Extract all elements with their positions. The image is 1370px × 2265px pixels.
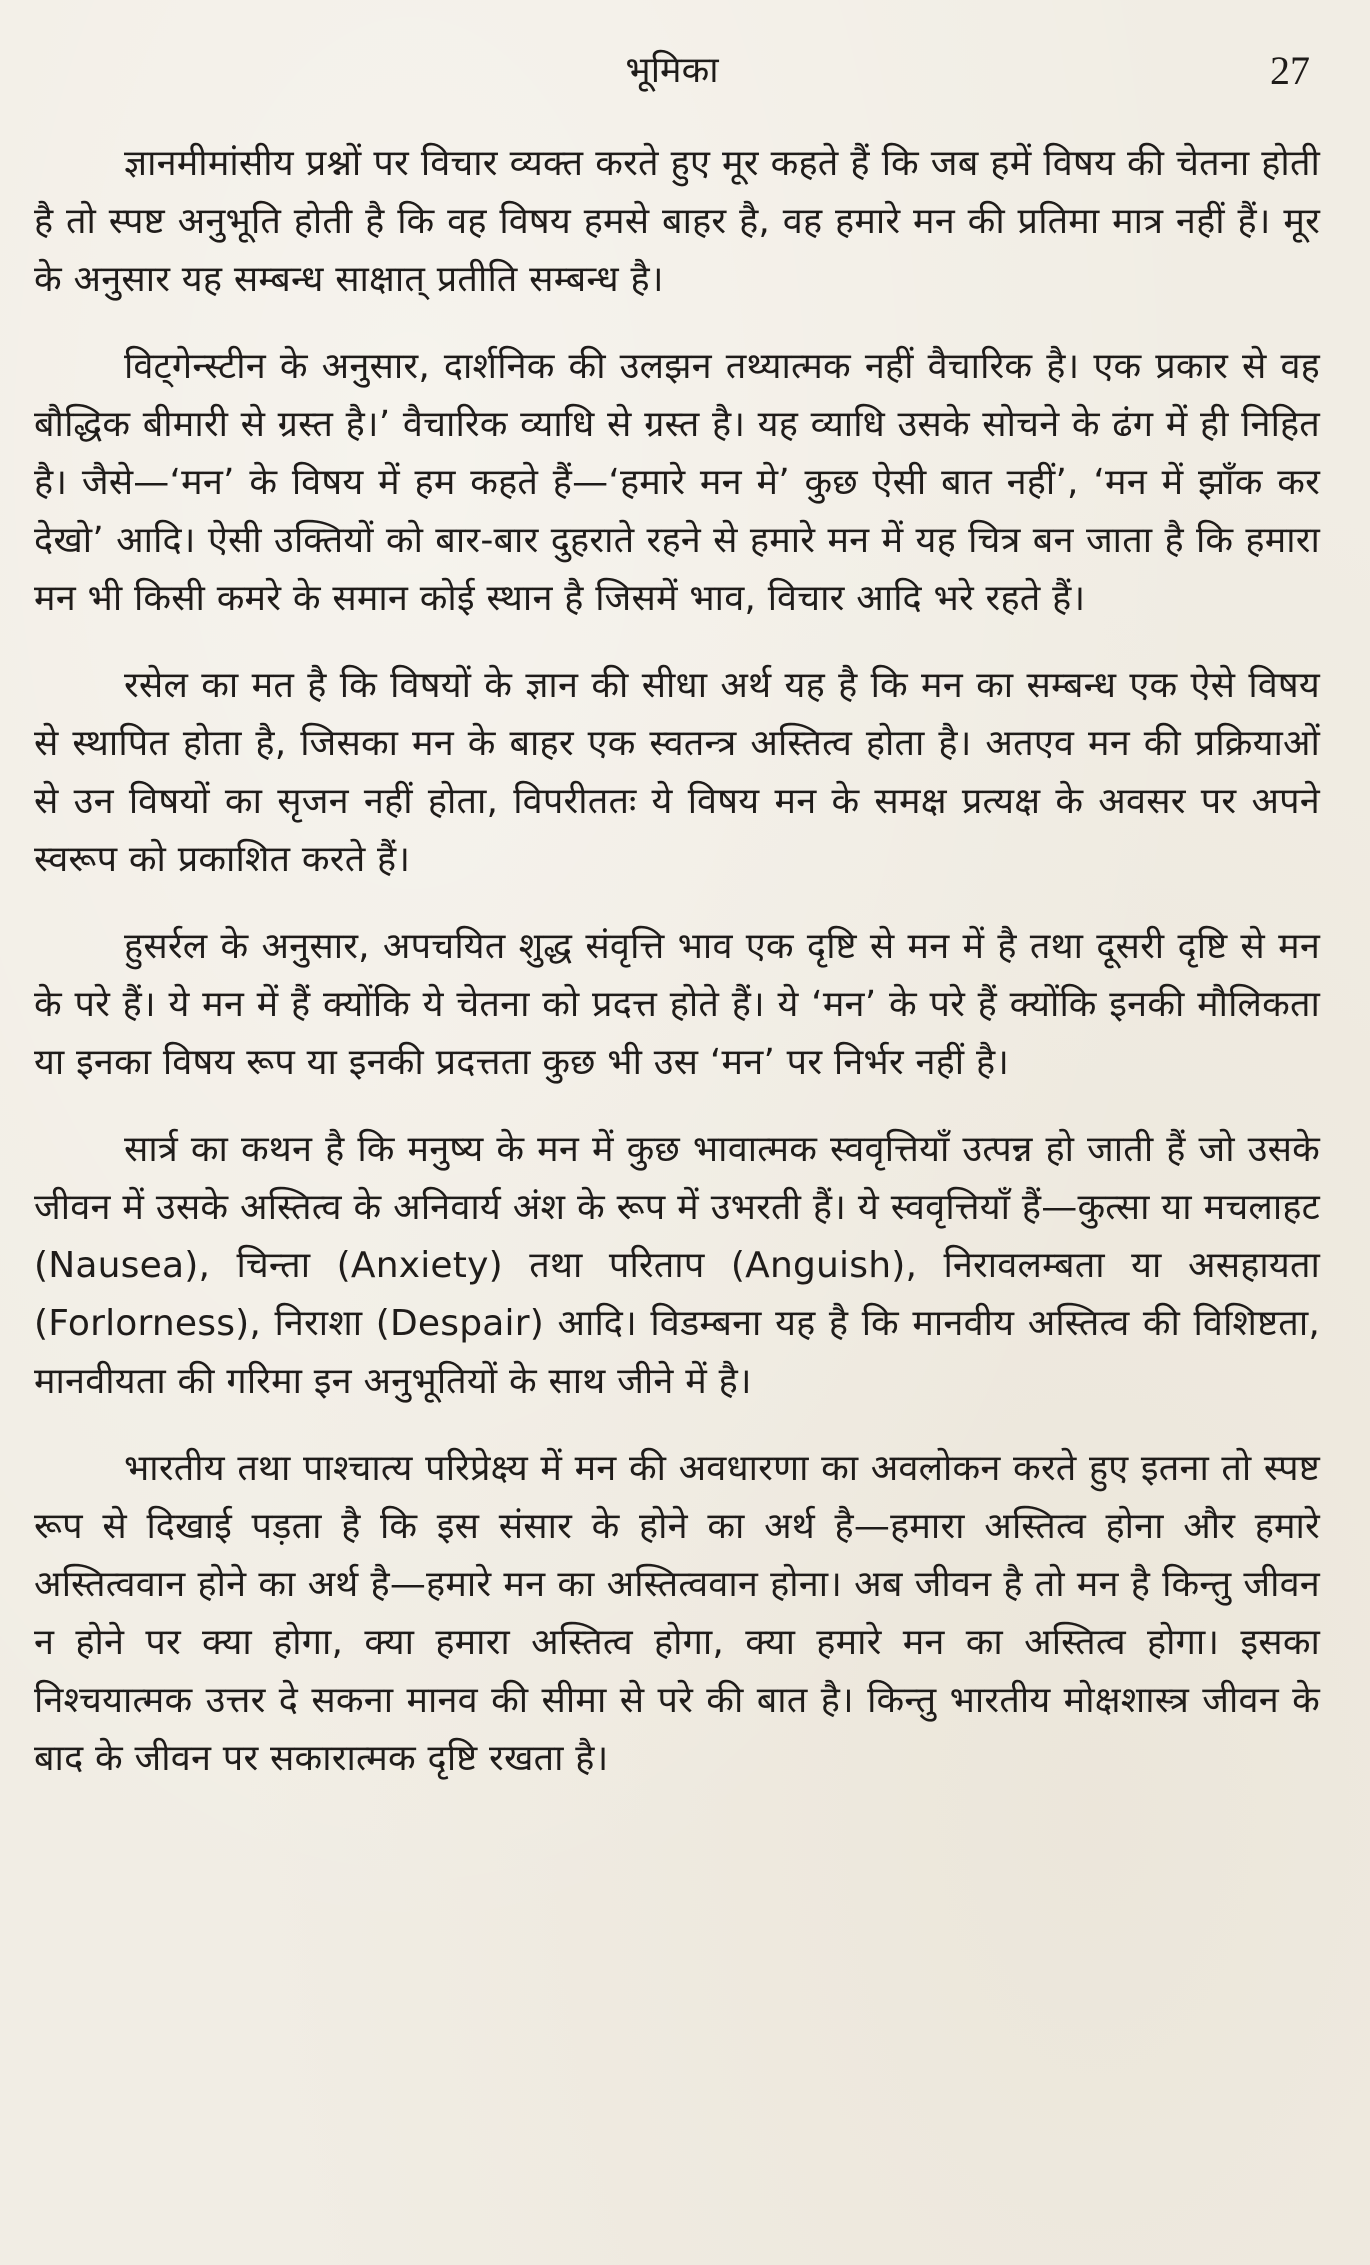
- paragraph-sartre: सार्त्र का कथन है कि मनुष्य के मन में कुछ भावात्मक स्ववृत्तियाँ उत्पन्न हो जाती हैं जो उसके जीवन में उसके अस्तित्व के अनिवार्य अंश के रूप में उभरती हैं। ये स्ववृत्तियाँ हैं—कुत्सा या मचलाहट (Nausea), चिन्ता (Anxiety) तथा परिताप (Anguish), निरावलम्बता या असहायता (Forlorness), निराशा (Despair) आदि। विडम्बना यह है कि मानवीय अस्तित्व की विशिष्टता, मानवीयता की गरिमा इन अनुभूतियों के साथ जीने में है।: [34, 1129, 1320, 1402]
- paragraph-husserl: हुसर्रल के अनुसार, अपचयित शुद्ध संवृत्ति भाव एक दृष्टि से मन में है तथा दूसरी दृष्टि से मन के परे हैं। ये मन में हैं क्योंकि ये चेतना को प्रदत्त होते हैं। ये ‘मन’ के परे हैं क्योंकि इनकी मौलिकता या इनका विषय रूप या इनकी प्रदत्तता कुछ भी उस ‘मन’ पर निर्भर नहीं है।: [34, 926, 1320, 1083]
- running-header: [34, 46, 1310, 96]
- section-title: भूमिका: [625, 50, 719, 91]
- paragraph-conclusion: भारतीय तथा पाश्चात्य परिप्रेक्ष्य में मन की अवधारणा का अवलोकन करते हुए इतना तो स्पष्ट रूप से दिखाई पड़ता है कि इस संसार के होने का अर्थ है—हमारा अस्तित्व होना और हमारे अस्तित्ववान होने का अर्थ है—हमारे मन का अस्तित्ववान होना। अब जीवन है तो मन है किन्तु जीवन न होने पर क्या होगा, क्या हमारा अस्तित्व होगा, क्या हमारे मन का अस्तित्व होगा। इसका निश्चयात्मक उत्तर दे सकना मानव की सीमा से परे की बात है। किन्तु भारतीय मोक्षशास्त्र जीवन के बाद के जीवन पर सकारात्मक दृष्टि रखता है।: [34, 1448, 1320, 1779]
- page-number: 27: [1270, 48, 1310, 93]
- paragraph-moore: ज्ञानमीमांसीय प्रश्नों पर विचार व्यक्त करते हुए मूर कहते हैं कि जब हमें विषय की चेतना होती है तो स्पष्ट अनुभूति होती है कि वह विषय हमसे बाहर है, वह हमारे मन की प्रतिमा मात्र नहीं हैं। मूर के अनुसार यह सम्बन्ध साक्षात् प्रतीति सम्बन्ध है।: [34, 143, 1320, 300]
- body-text: [34, 135, 1320, 1817]
- paragraph-russell: रसेल का मत है कि विषयों के ज्ञान की सीधा अर्थ यह है कि मन का सम्बन्ध एक ऐसे विषय से स्थापित होता है, जिसका मन के बाहर एक स्वतन्त्र अस्तित्व होता है। अतएव मन की प्रक्रियाओं से उन विषयों का सृजन नहीं होता, विपरीततः ये विषय मन के समक्ष प्रत्यक्ष के अवसर पर अपने स्वरूप को प्रकाशित करते हैं।: [34, 665, 1320, 880]
- paragraph-wittgenstein: विट्गेन्स्टीन के अनुसार, दार्शनिक की उलझन तथ्यात्मक नहीं वैचारिक है। एक प्रकार से वह बौद्धिक बीमारी से ग्रस्त है।’ वैचारिक व्याधि से ग्रस्त है। यह व्याधि उसके सोचने के ढंग में ही निहित है। जैसे—‘मन’ के विषय में हम कहते हैं—‘हमारे मन मे’ कुछ ऐसी बात नहीं’, ‘मन में झाँक कर देखो’ आदि। ऐसी उक्तियों को बार-बार दुहराते रहने से हमारे मन में यह चित्र बन जाता है कि हमारा मन भी किसी कमरे के समान कोई स्थान है जिसमें भाव, विचार आदि भरे रहते हैं।: [34, 346, 1320, 619]
